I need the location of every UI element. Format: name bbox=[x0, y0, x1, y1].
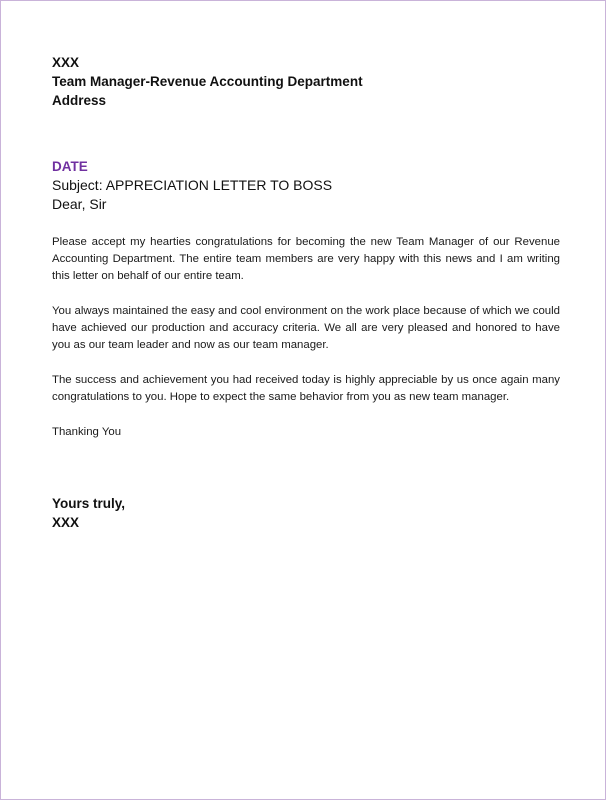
date-label: DATE bbox=[52, 159, 88, 174]
thanks-line: Thanking You bbox=[52, 426, 122, 438]
signature: XXX bbox=[52, 515, 80, 530]
subject-line: Subject: APPRECIATION LETTER TO BOSS bbox=[52, 177, 333, 193]
salutation: Dear, Sir bbox=[52, 196, 107, 212]
letter-body bbox=[52, 53, 560, 532]
paragraph-1: Please accept my hearties congratulations for becoming the new Team Manager of our Revenue Accounting Department. The entire team members are very happy with this news and I am writing this letter on behalf of our entire team. bbox=[52, 236, 560, 282]
paragraph-3: The success and achievement you had received today is highly appreciable by us once again many congratulations to you. Hope to expect the same behavior from you as new team manager. bbox=[52, 374, 560, 403]
sender-name: XXX bbox=[52, 55, 80, 70]
paragraph-2: You always maintained the easy and cool environment on the work place because of which we could have achieved our production and accuracy criteria. We all are very pleased and honored to have you as our team leader and now as our team manager. bbox=[52, 305, 560, 351]
sender-title: Team Manager-Revenue Accounting Department bbox=[52, 74, 363, 89]
closing-line: Yours truly, bbox=[52, 496, 126, 511]
sender-address: Address bbox=[52, 93, 107, 108]
